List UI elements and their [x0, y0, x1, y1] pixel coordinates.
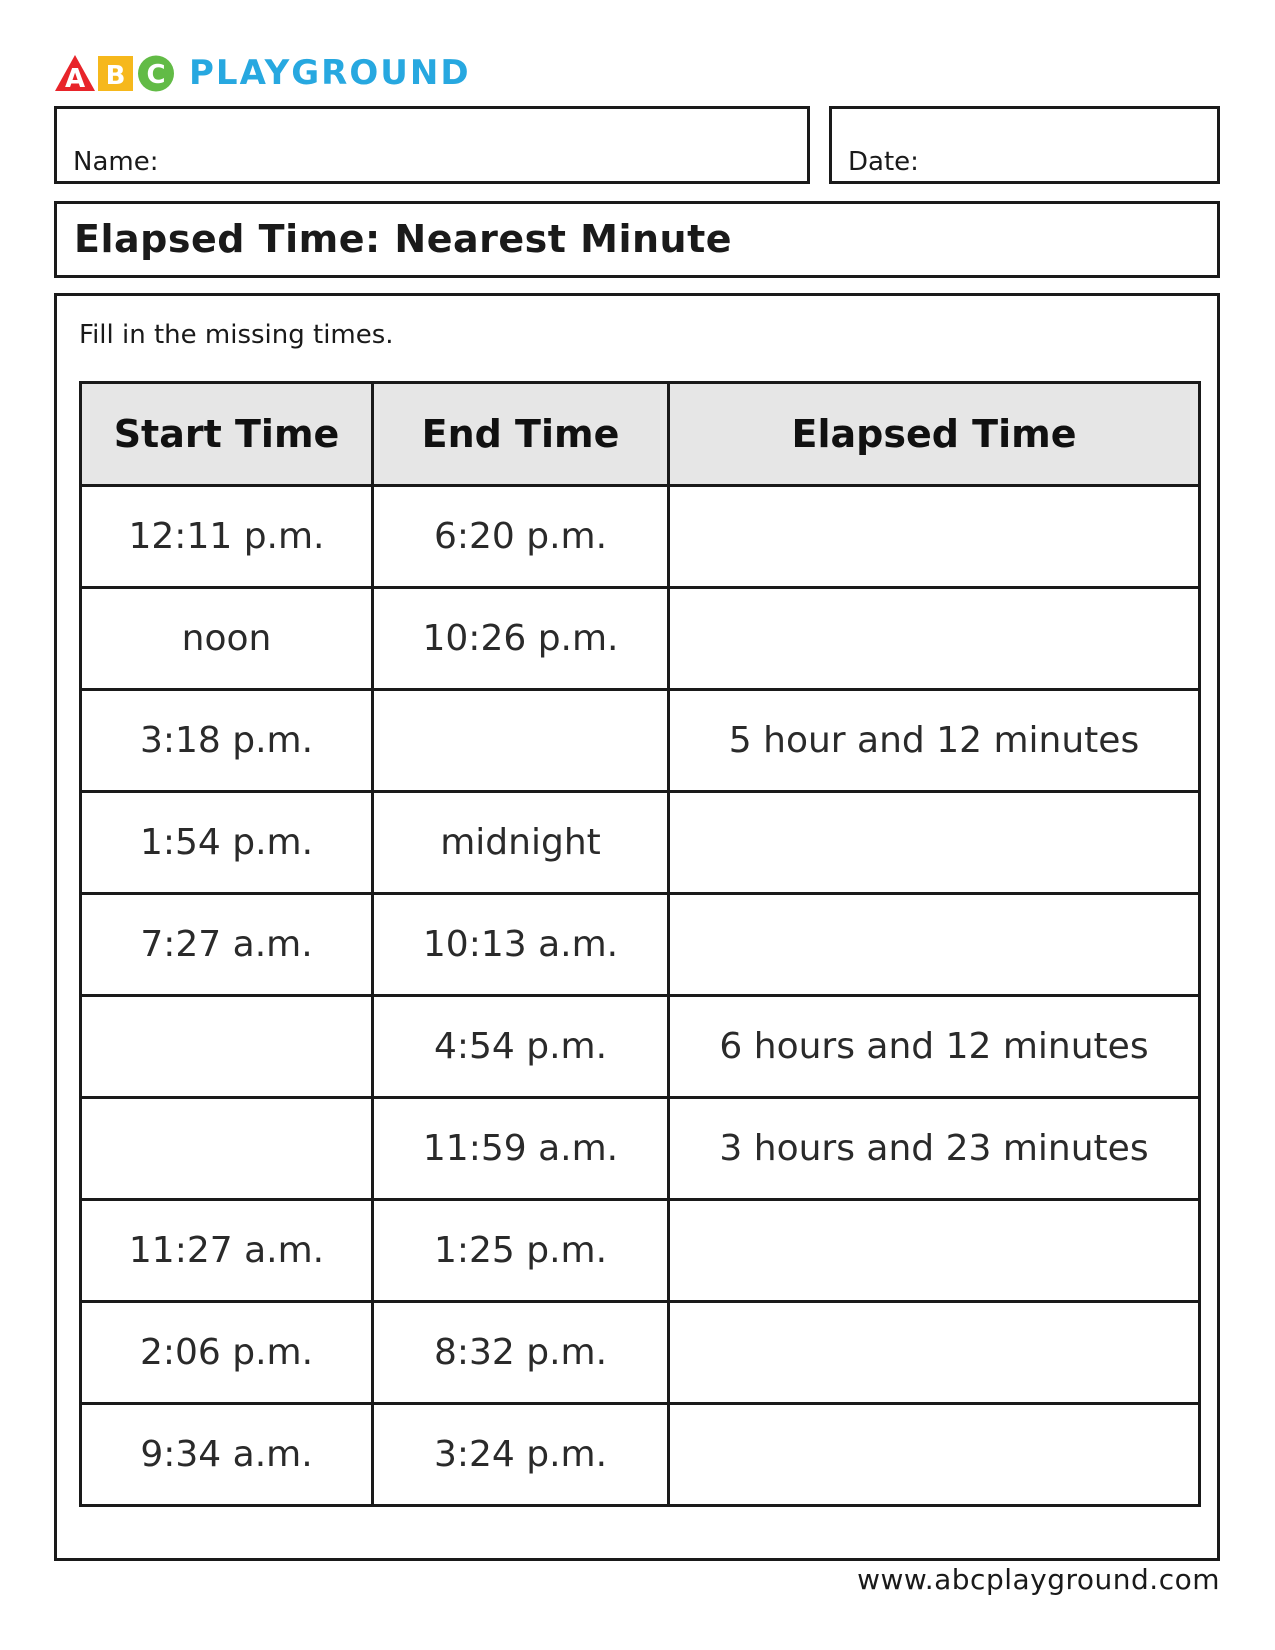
end-time-cell[interactable]: 11:59 a.m.: [373, 1098, 669, 1200]
end-time-cell[interactable]: [373, 690, 669, 792]
elapsed-time-cell[interactable]: [669, 588, 1200, 690]
table-row: [81, 1200, 1200, 1302]
worksheet-content: [54, 293, 1220, 1561]
elapsed-time-cell[interactable]: [669, 486, 1200, 588]
start-time-cell[interactable]: 12:11 p.m.: [81, 486, 373, 588]
end-time-cell[interactable]: 1:25 p.m.: [373, 1200, 669, 1302]
logo-wordmark: PLAYGROUND: [189, 53, 471, 93]
start-time-cell[interactable]: 9:34 a.m.: [81, 1404, 373, 1506]
start-time-cell[interactable]: 2:06 p.m.: [81, 1302, 373, 1404]
start-time-cell[interactable]: 1:54 p.m.: [81, 792, 373, 894]
title-box: [54, 201, 1220, 278]
table-row: [81, 690, 1200, 792]
start-time-cell[interactable]: 7:27 a.m.: [81, 894, 373, 996]
end-time-cell[interactable]: midnight: [373, 792, 669, 894]
table-row: [81, 996, 1200, 1098]
abc-logo-icon: [55, 53, 181, 93]
end-time-cell[interactable]: 10:13 a.m.: [373, 894, 669, 996]
end-time-cell[interactable]: 3:24 p.m.: [373, 1404, 669, 1506]
elapsed-time-cell[interactable]: 5 hour and 12 minutes: [669, 690, 1200, 792]
elapsed-time-cell[interactable]: [669, 1200, 1200, 1302]
end-time-cell[interactable]: 10:26 p.m.: [373, 588, 669, 690]
date-field[interactable]: [829, 106, 1220, 184]
start-time-cell[interactable]: 3:18 p.m.: [81, 690, 373, 792]
elapsed-time-cell[interactable]: [669, 894, 1200, 996]
name-field[interactable]: [54, 106, 810, 184]
logo-letter-b: B: [105, 61, 126, 91]
elapsed-time-table: [79, 381, 1201, 1507]
table-row: [81, 486, 1200, 588]
start-time-cell[interactable]: 11:27 a.m.: [81, 1200, 373, 1302]
table-row: [81, 588, 1200, 690]
logo-letter-c: C: [146, 60, 166, 90]
header-end-time: End Time: [373, 383, 669, 486]
elapsed-time-cell[interactable]: 6 hours and 12 minutes: [669, 996, 1200, 1098]
elapsed-time-cell[interactable]: [669, 1404, 1200, 1506]
name-label: Name:: [73, 147, 159, 177]
header-start-time: Start Time: [81, 383, 373, 486]
elapsed-time-cell[interactable]: 3 hours and 23 minutes: [669, 1098, 1200, 1200]
elapsed-time-cell[interactable]: [669, 1302, 1200, 1404]
end-time-cell[interactable]: 6:20 p.m.: [373, 486, 669, 588]
abc-playground-logo: [55, 52, 471, 94]
start-time-cell[interactable]: [81, 996, 373, 1098]
instructions: Fill in the missing times.: [79, 320, 394, 350]
elapsed-time-cell[interactable]: [669, 792, 1200, 894]
end-time-cell[interactable]: 4:54 p.m.: [373, 996, 669, 1098]
table-row: [81, 894, 1200, 996]
start-time-cell[interactable]: [81, 1098, 373, 1200]
table-header-row: [81, 383, 1200, 486]
table-row: [81, 792, 1200, 894]
header-elapsed-time: Elapsed Time: [669, 383, 1200, 486]
worksheet-title: Elapsed Time: Nearest Minute: [74, 217, 733, 261]
table-row: [81, 1098, 1200, 1200]
end-time-cell[interactable]: 8:32 p.m.: [373, 1302, 669, 1404]
start-time-cell[interactable]: noon: [81, 588, 373, 690]
table-row: [81, 1404, 1200, 1506]
website-url: www.abcplayground.com: [857, 1563, 1220, 1596]
date-label: Date:: [848, 147, 919, 177]
logo-letter-a: A: [64, 64, 86, 93]
table-row: [81, 1302, 1200, 1404]
